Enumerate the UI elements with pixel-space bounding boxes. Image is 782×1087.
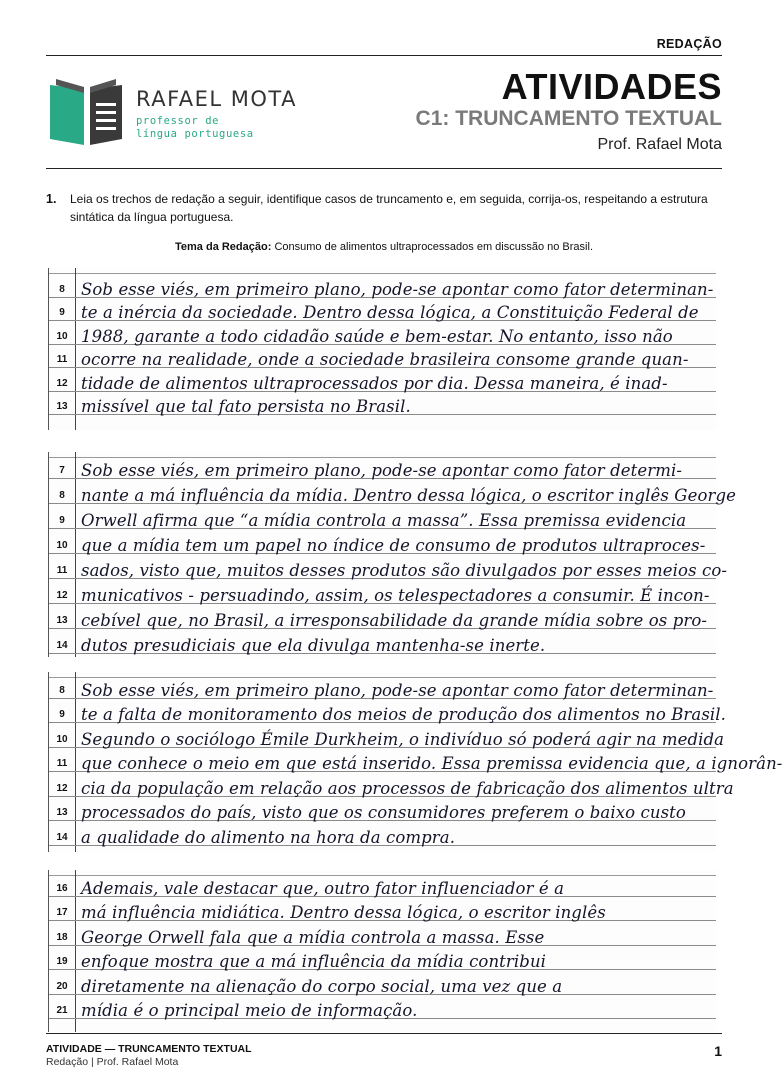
handwritten-text: nante a má influência da mídia. Dentro dessa lógica, o escritor inglês George — [81, 486, 736, 505]
handwritten-line — [49, 674, 716, 699]
handwritten-text: cia da população em relação aos processos de fabricação dos alimentos ultra — [81, 778, 734, 798]
line-number: 14 — [56, 640, 68, 651]
handwritten-line — [49, 797, 716, 822]
handwritten-line — [49, 946, 716, 971]
handwritten-text: que conhece o meio em que está inserido. Essa premissa evidencia que, a ignorân- — [81, 754, 782, 773]
essay-theme-label: Tema da Redação: — [175, 241, 272, 253]
question-text: Leia os trechos de redação a seguir, identifique casos de truncamento e, em seguida, corrija-os, respeitando a estrutura sintática da língua portuguesa. — [70, 192, 708, 224]
handwritten-line — [49, 579, 716, 604]
handwritten-line — [49, 274, 716, 298]
handwritten-line — [49, 504, 716, 529]
handwritten-line — [49, 454, 716, 479]
handwritten-excerpt-4 — [48, 870, 716, 1032]
line-number: 12 — [56, 782, 68, 794]
line-number: 12 — [56, 377, 68, 389]
handwritten-line — [49, 821, 716, 846]
handwritten-text: Sob esse viés, em primeiro plano, pode-se apontar como fator determinan- — [81, 680, 714, 700]
line-number: 10 — [56, 330, 68, 342]
handwritten-text: George Orwell fala que a mídia controla a massa. Esse — [81, 927, 545, 947]
brand-name: RAFAEL MOTA — [136, 87, 297, 111]
handwritten-line — [49, 723, 725, 749]
line-number: 19 — [56, 956, 68, 967]
line-number: 13 — [56, 807, 68, 818]
handwritten-line — [49, 479, 736, 505]
line-number: 8 — [59, 283, 65, 295]
handwritten-line — [49, 392, 716, 416]
handwritten-line — [49, 772, 734, 798]
handwritten-text: Segundo o sociólogo Émile Durkheim, o indivíduo só poderá agir na medida — [81, 729, 725, 749]
handwritten-text: diretamente na alienação do corpo social, uma vez que a — [81, 976, 563, 996]
handwritten-excerpt-2 — [48, 452, 736, 657]
essay-theme-text: Consumo de alimentos ultraprocessados em discussão no Brasil. — [274, 241, 593, 253]
handwritten-text: mídia é o principal meio de informação. — [81, 1001, 418, 1020]
handwritten-line — [49, 970, 716, 995]
line-number: 17 — [56, 907, 68, 918]
handwritten-text: Orwell afirma que “a mídia controla a massa”. Essa premissa evidencia — [81, 511, 687, 530]
open-book-icon — [46, 75, 128, 147]
handwritten-text: Ademais, vale destacar que, outro fator influenciador é a — [81, 878, 565, 898]
line-number: 16 — [56, 882, 68, 894]
handwritten-line — [49, 368, 716, 392]
handwritten-text: que a mídia tem um papel no índice de consumo de produtos ultraproces- — [81, 536, 706, 555]
handwritten-text: Sob esse viés, em primeiro plano, pode-se apontar como fator determinan- — [81, 279, 714, 299]
line-number: 8 — [59, 490, 65, 501]
handwritten-line — [49, 748, 782, 773]
line-number: 18 — [56, 931, 68, 943]
handwritten-text: Sob esse viés, em primeiro plano, pode-se apontar como fator determi- — [81, 461, 683, 480]
line-number: 9 — [59, 515, 65, 526]
handwritten-excerpt-3 — [48, 672, 782, 852]
line-number: 11 — [56, 758, 68, 769]
handwritten-text: municativos - persuadindo, assim, os telespectadores a consumir. É incon- — [81, 586, 710, 605]
handwritten-line — [49, 897, 716, 922]
line-number: 9 — [59, 307, 65, 318]
handwritten-excerpt-1 — [48, 268, 716, 430]
handwritten-line — [49, 629, 716, 654]
line-number: 9 — [59, 709, 65, 720]
handwritten-text: 1988, garante a todo cidadão saúde e bem-estar. No entanto, isso não — [81, 326, 673, 346]
teacher-name: Prof. Rafael Mota — [597, 136, 722, 153]
handwritten-text: enfoque mostra que a má influência da mídia contribui — [81, 952, 547, 971]
footer-title: ATIVIDADE — TRUNCAMENTO TEXTUAL — [46, 1043, 252, 1055]
handwritten-text: a qualidade do alimento na hora da compra. — [81, 827, 456, 847]
line-number: 20 — [56, 980, 68, 992]
handwritten-text: te a inércia da sociedade. Dentro dessa lógica, a Constituição Federal de — [81, 303, 699, 322]
footer-rule — [46, 1033, 722, 1034]
handwritten-text: te a falta de monitoramento dos meios de produção dos alimentos no Brasil. — [81, 705, 727, 724]
brand-logo — [46, 75, 306, 147]
brand-tagline-line2: língua portuguesa — [136, 128, 254, 140]
line-number: 13 — [56, 401, 68, 412]
page-number: 1 — [714, 1043, 722, 1059]
handwritten-line — [49, 345, 716, 369]
brand-tagline-line1: professor de — [136, 115, 220, 127]
handwritten-text: dutos presudiciais que ela divulga mantenha-se inerte. — [81, 636, 546, 655]
handwritten-line — [49, 529, 716, 554]
line-number: 10 — [56, 733, 68, 745]
section-label: REDAÇÃO — [656, 37, 722, 51]
handwritten-line — [49, 321, 716, 345]
line-number: 13 — [56, 615, 68, 626]
header-bottom-rule — [46, 168, 722, 169]
line-number: 12 — [56, 590, 68, 601]
page-subtitle: C1: TRUNCAMENTO TEXTUAL — [415, 107, 722, 130]
line-number: 8 — [59, 684, 65, 696]
footer-subtitle: Redação | Prof. Rafael Mota — [46, 1056, 179, 1068]
line-number: 14 — [56, 831, 68, 843]
line-number: 11 — [56, 565, 68, 576]
handwritten-text: má influência midiática. Dentro dessa lógica, o escritor inglês — [81, 903, 606, 922]
essay-theme — [0, 241, 768, 253]
handwritten-line — [49, 604, 716, 629]
line-number: 10 — [56, 540, 68, 551]
question-number: 1. — [46, 192, 57, 206]
handwritten-line — [49, 921, 716, 946]
handwritten-line — [49, 995, 716, 1020]
handwritten-text: tidade de alimentos ultraprocessados por dia. Dessa maneira, é inad- — [81, 373, 668, 393]
handwritten-text: processados do país, visto que os consumidores preferem o baixo custo — [81, 803, 686, 822]
handwritten-text: cebível que, no Brasil, a irresponsabilidade da grande mídia sobre os pro- — [81, 611, 708, 630]
page-title: ATIVIDADES — [501, 66, 722, 107]
handwritten-text: ocorre na realidade, onde a sociedade brasileira consome grande quan- — [81, 350, 689, 369]
handwritten-text: sados, visto que, muitos desses produtos são divulgados por esses meios co- — [81, 561, 728, 580]
line-number: 21 — [56, 1005, 68, 1016]
handwritten-line — [49, 554, 728, 580]
handwritten-text: missível que tal fato persista no Brasil. — [81, 397, 411, 416]
line-number: 11 — [56, 354, 68, 365]
line-number: 7 — [59, 465, 65, 476]
handwritten-line — [49, 298, 716, 322]
header-top-rule — [46, 55, 722, 56]
handwritten-line — [49, 872, 716, 897]
handwritten-line — [49, 699, 727, 724]
